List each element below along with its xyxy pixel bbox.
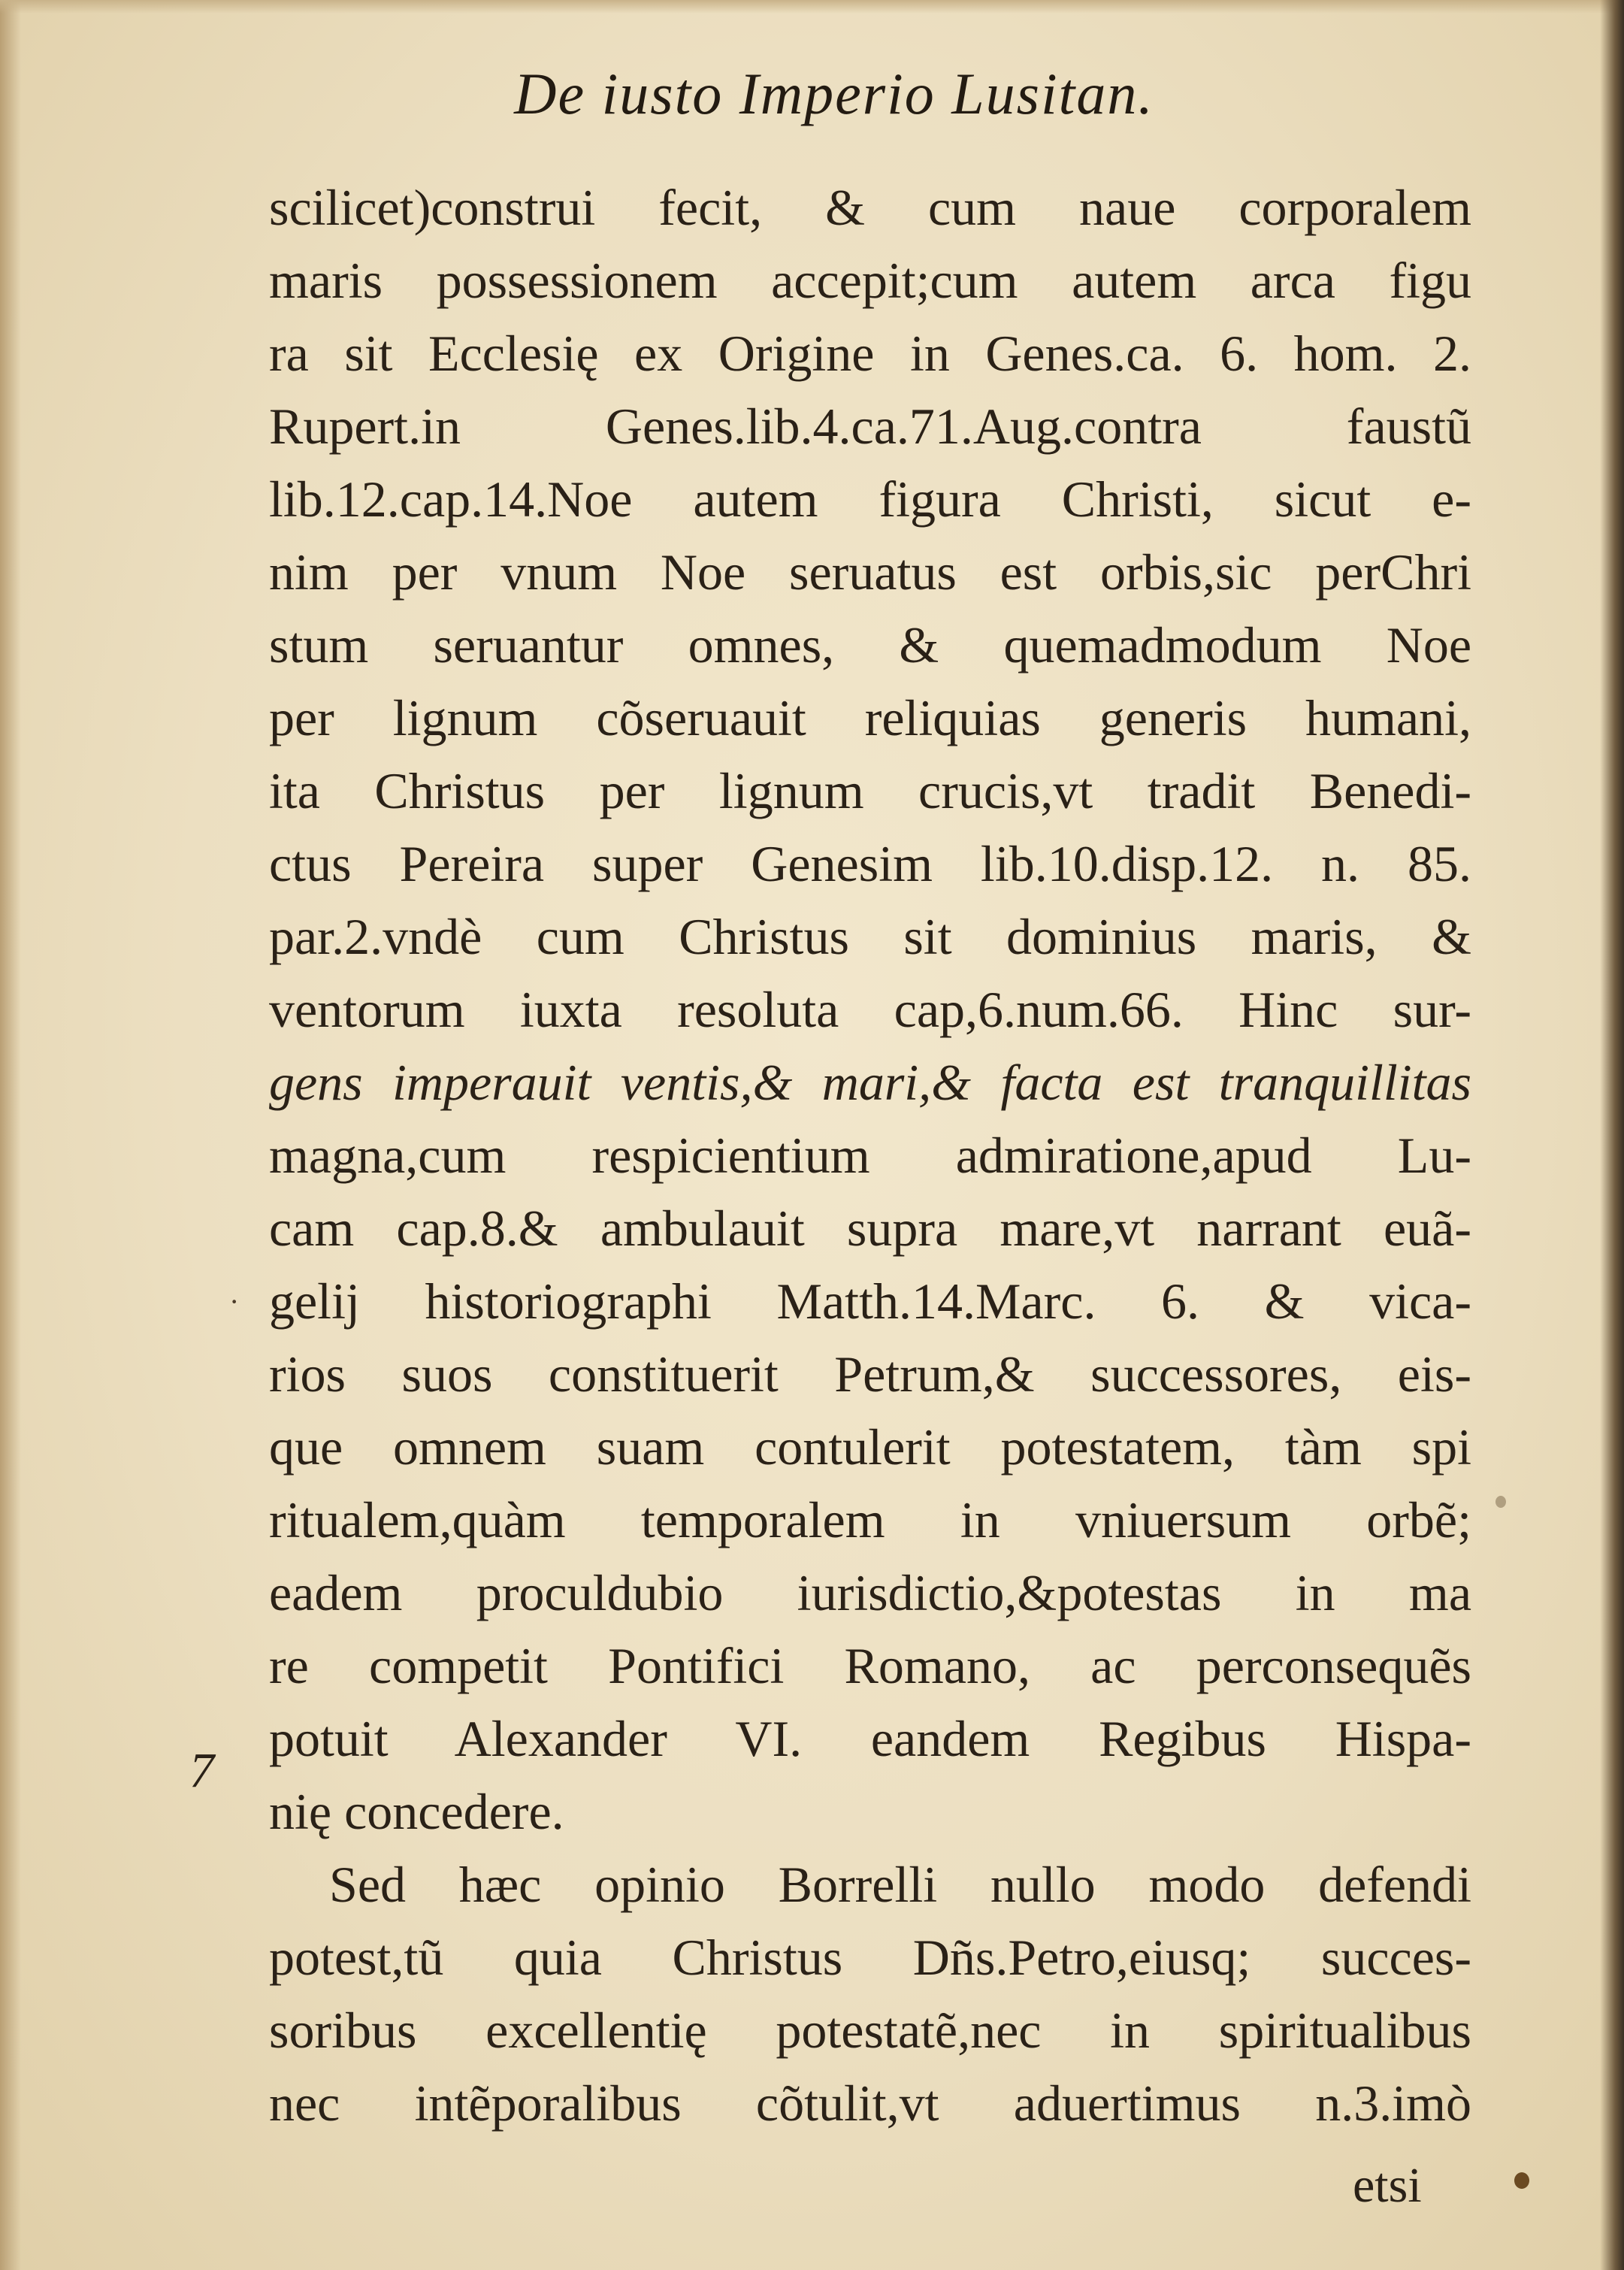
text-line: nec intẽporalibus cõtulit,vt aduertimus n.3.imò [269,2075,1471,2132]
text-line: lib.12.cap.14.Noe autem figura Christi, sicut e- [269,471,1471,528]
text-line-italic: gens imperauit ventis,& mari,& facta est tranquillitas [269,1054,1471,1111]
text-line: nim per vnum Noe seruatus est orbis,sic perChri [269,543,1471,601]
page-edge-shadow-top [0,0,1624,14]
text-line: eadem proculdubio iurisdictio,&potestas in ma [269,1564,1471,1621]
text-line: ctus Pereira super Genesim lib.10.disp.12. n. 85. [269,835,1471,892]
ink-blot [1495,1496,1506,1508]
margin-mark: · [229,1285,240,1318]
text-line: per lignum cõseruauit reliquias generis humani, [269,689,1471,746]
paragraph-start-line: Sed hæc opinio Borrelli nullo modo defendi [329,1856,1471,1913]
margin-paragraph-number: 7 [189,1743,214,1798]
text-line: potuit Alexander VI. eandem Regibus Hispa- [269,1710,1471,1767]
text-line: gelij historiographi Matth.14.Marc. 6. & vica- [269,1273,1471,1330]
text-line: cam cap.8.& ambulauit supra mare,vt narrant euã- [269,1200,1471,1257]
text-line: re competit Pontifici Romano, ac perconsequẽs [269,1637,1471,1694]
page-edge-shadow-left [0,0,21,2270]
page-edge-shadow-right [1600,0,1624,2270]
text-line: que omnem suam contulerit potestatem, tàm spi [269,1418,1471,1476]
body-text [269,171,1471,2140]
text-line: ritualem,quàm temporalem in vniuersum orbẽ; [269,1491,1471,1548]
text-line: ra sit Ecclesię ex Origine in Genes.ca. 6. hom. 2. [269,325,1471,382]
text-line: magna,cum respicientium admiratione,apud Lu- [269,1127,1471,1184]
text-line: scilicet)construi fecit, & cum naue corporalem [269,179,1471,236]
ink-blot [1514,2172,1529,2189]
text-line: ventorum iuxta resoluta cap,6.num.66. Hinc sur- [269,981,1471,1038]
catchword: etsi [1353,2158,1422,2213]
text-line: par.2.vndè cum Christus sit dominius maris, & [269,908,1471,965]
text-line: potest,tũ quia Christus Dñs.Petro,eiusq; succes- [269,1929,1471,1986]
text-line: Rupert.in Genes.lib.4.ca.71.Aug.contra faustũ [269,398,1471,455]
text-line: stum seruantur omnes, & quemadmodum Noe [269,616,1471,673]
text-line: rios suos constituerit Petrum,& successores, eis- [269,1345,1471,1403]
running-header: De iusto Imperio Lusitan. [514,61,1154,126]
text-line: soribus excellentię potestatẽ,nec in spiritualibus [269,2002,1471,2059]
text-line: maris possessionem accepit;cum autem arca figu [269,252,1471,309]
text-line: ita Christus per lignum crucis,vt tradit Benedi- [269,762,1471,819]
text-line: nię concedere. [269,1783,564,1840]
